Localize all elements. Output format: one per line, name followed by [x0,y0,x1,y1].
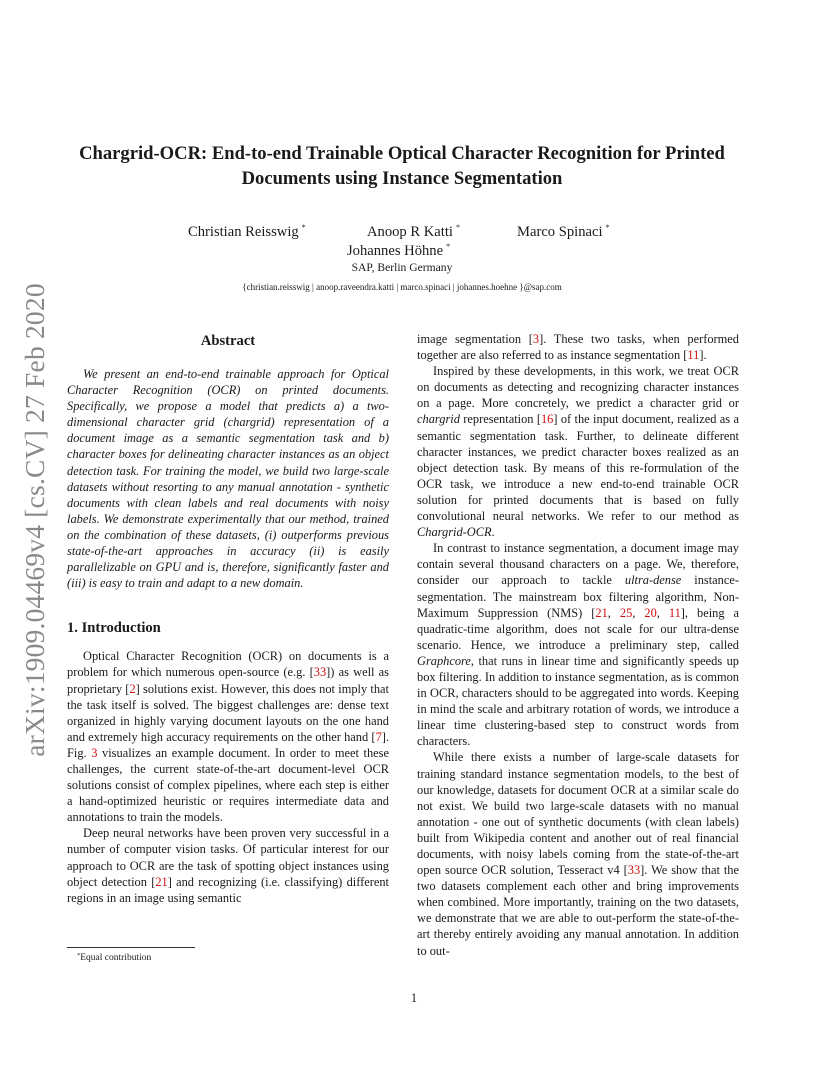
author-emails: {christian.reisswig | anoop.raveendra.katti | marco.spinaci | johannes.hoehne }@sap.com [242,282,562,292]
author-mark: * [301,223,306,232]
citation-link[interactable]: 33 [313,665,327,680]
footnote-text: Equal contribution [80,953,152,963]
author-mark: * [605,223,610,232]
author-mark: * [455,223,460,232]
citation-link[interactable]: 20 [644,605,657,620]
citation-link[interactable]: 2 [129,681,136,696]
figure-link[interactable]: 3 [91,745,98,760]
citation-link[interactable]: 16 [540,412,554,427]
author-3 [517,219,610,241]
abstract [67,366,389,591]
paper-title: Chargrid-OCR: End-to-end Trainable Optical Character Recognition for Printed Documents using Instance Segmentation [79,143,725,189]
citation-link[interactable]: 33 [627,863,641,878]
right-paragraph-4: While there exists a number of large-scale datasets for training standard instance segmentation models, to the best of our knowledge, datasets for document OCR at a similar scale do not exist. We build two large-scale datasets with no manual annotation - one out of synthetic documents (with clean labels) built from Wikipedia content and another out of real financial documents, with noisy labels coming from the state-of-the-art open source OCR solution, Tesseract v4 [33]. We show that the two datasets complement each other and bring improvements when combined. More importantly, training on the two datasets, we demonstrate that we are able to out-perform the state-of-the-art thereby entirely avoiding any manual annotation. In addition to out- [417,750,739,958]
citation-link[interactable]: 11 [668,605,681,620]
intro-paragraph-2: Deep neural networks have been proven very successful in a number of computer vision tasks. Of particular interest for our approach to OCR are the task of spotting object instances using object detection [21] and recognizing (i.e. classifying) different regions in an image using semantic [67,826,389,905]
citation-link[interactable]: 25 [619,605,633,620]
footnote [77,952,151,963]
abstract-text: We present an end-to-end trainable approach for Optical Character Recognition (OCR) on printed documents. Specifically, we propose a model that predicts a) a two-dimensional character grid (chargrid) representation of a document image as a semantic segmentation task and b) character boxes for delineating character instances as an object detection task. For training the model, we build two large-scale datasets without resorting to any manual annotation - synthetic documents with clean labels and real documents with noisy labels. We demonstrate experimentally that our method, trained on the combination of these datasets, (i) outperforms previous state-of-the-art approaches in accuracy (ii) is easily parallelizable on GPU and is, therefore, significantly faster and (iii) is easy to train and adapt to a new domain. [67,367,389,591]
introduction-heading: 1. Introduction [67,620,161,637]
author-1 [188,219,306,241]
left-column [67,331,389,906]
footnote-mark: * [77,952,81,959]
citation-link[interactable]: 21 [155,874,168,889]
right-paragraph-2: Inspired by these developments, in this work, we treat OCR on documents as detecting and recognizing character instances on a page. More concretely, we predict a character grid or chargrid representation [16] of the input document, realized as a semantic segmentation task. Further, to delineate different character instances, we predict character boxes realized as an object detection task. By means of this re-formulation of the OCR task, we introduce a new end-to-end trainable OCR solution for printed documents that is based on fully convolutional neural networks. We refer to our method as Chargrid-OCR. [417,364,739,540]
citation-link[interactable]: 7 [375,729,382,744]
citation-link[interactable]: 21 [595,605,608,620]
arxiv-identifier: arXiv:1909.04469v4 [cs.CV] 27 Feb 2020 [19,283,50,757]
author-list [70,219,734,259]
author-name: Christian Reisswig [188,224,299,240]
citation-link[interactable]: 11 [687,348,700,363]
author-name: Johannes Höhne [347,243,444,259]
right-column [417,331,739,959]
citation-link[interactable]: 3 [532,332,540,346]
author-4 [347,238,450,260]
right-paragraph-3: In contrast to instance segmentation, a document image may contain several thousand characters on a page. We, therefore, consider our approach to tackle ultra-dense instance-segmentation. The mainstream box filtering algorithm, Non-Maximum Suppression (NMS) [21, 25, 20, 11], being a quadratic-time algorithm, does not scale for our ultra-dense scenario. Hence, we introduce a preliminary step, called Graphcore, that runs in linear time and significantly speeds up box filtering. In addition to instance segmentation, as is common in OCR, characters should to be aggregated into words. Keeping in mind the scale and arbitrary rotation of words, we introduce a linear time clustering-based step to construct words from characters. [417,541,740,749]
intro-paragraph-1: Optical Character Recognition (OCR) on documents is a problem for which numerous open-source (e.g. [33]) as well as proprietary [2] solutions exist. However, this does not imply that the task itself is solved. The biggest challenges are: dense text organized in highly varying document layouts on the one hand and extremely high accuracy requirements on the other hand [7]. Fig. 3 visualizes an example document. In order to meet these challenges, the current state-of-the-art document-level OCR solutions consist of complex pipelines, where each step is either a hand-optimized heuristic or requires intermediate data and annotations to train the models. [67,649,389,825]
author-mark: * [446,242,451,251]
page-number: 1 [410,991,418,1005]
right-paragraph-1: image segmentation [3]. These two tasks, when performed together are also referred to as instance segmentation [11]. [417,332,739,363]
arxiv-sidebar [8,280,62,760]
affiliation: SAP, Berlin Germany [351,261,453,274]
author-name: Anoop R Katti [367,224,453,240]
author-name: Marco Spinaci [517,224,603,240]
footnote-divider [67,947,195,948]
abstract-heading: Abstract [200,333,256,349]
